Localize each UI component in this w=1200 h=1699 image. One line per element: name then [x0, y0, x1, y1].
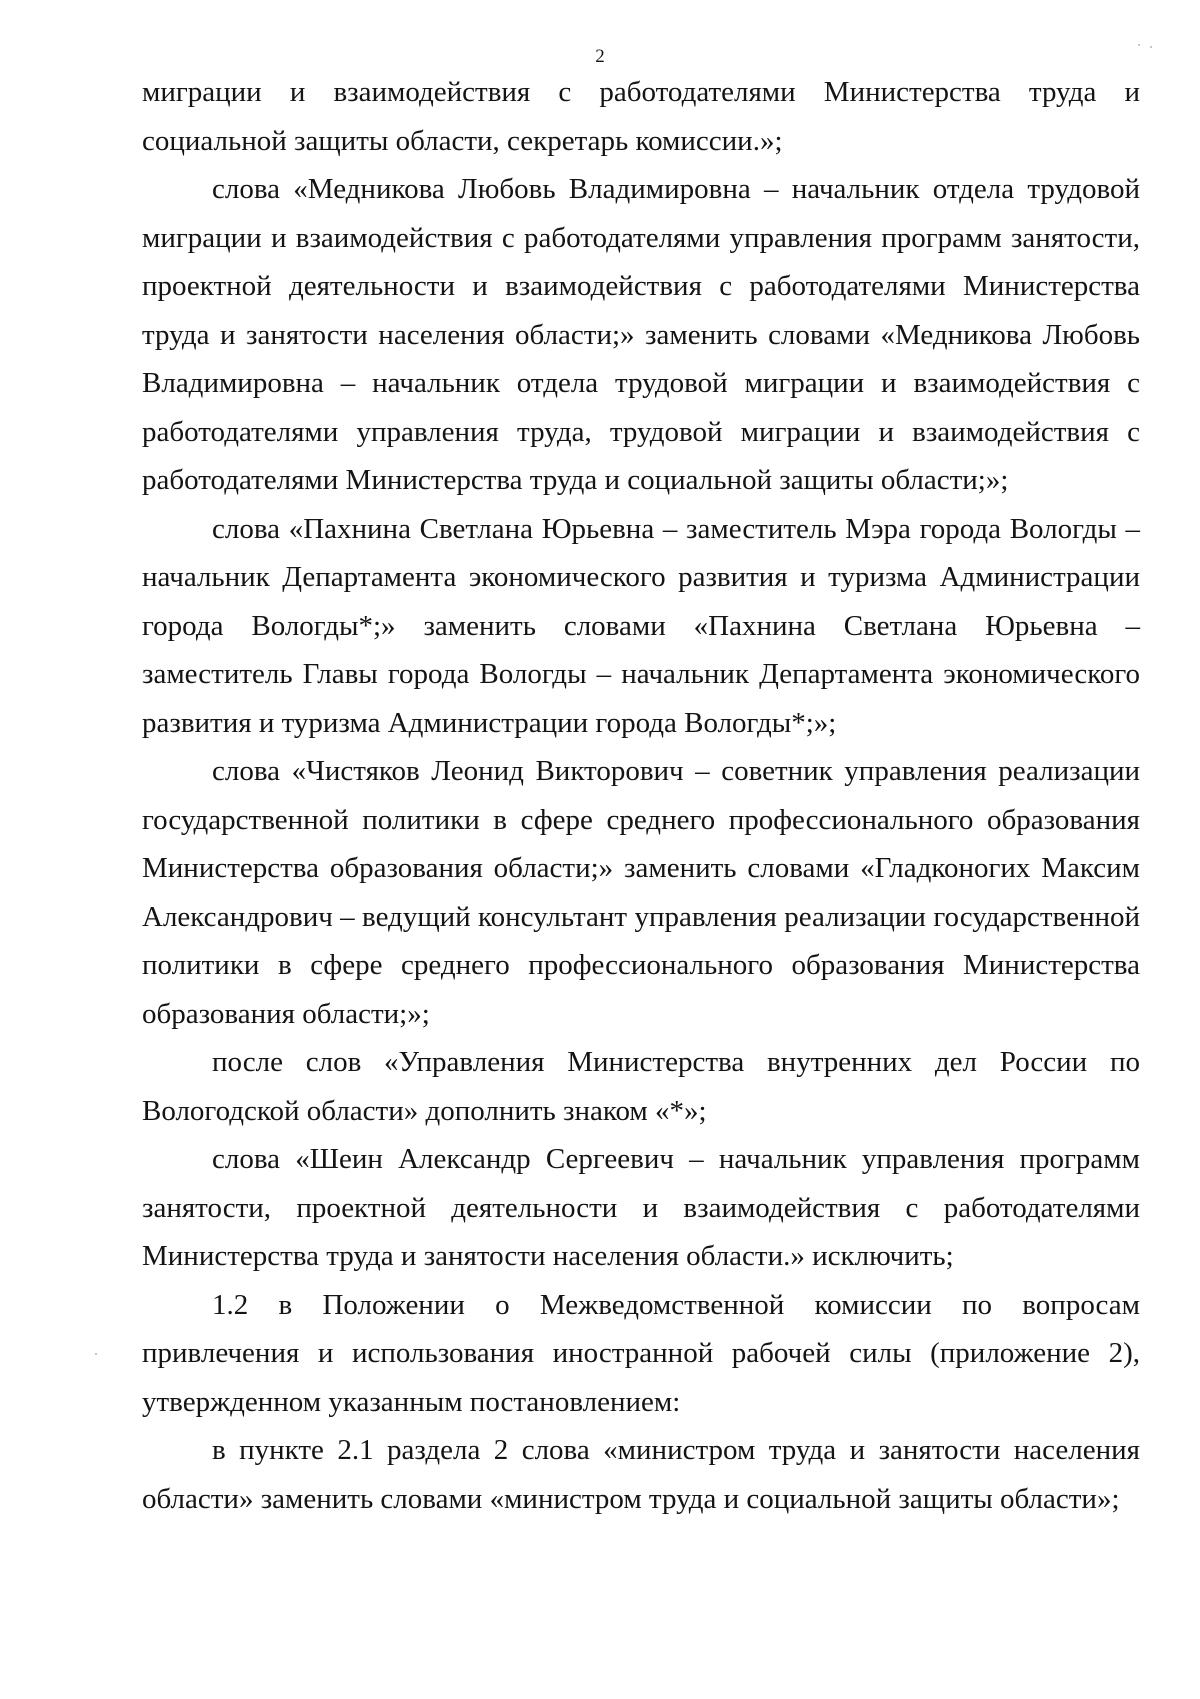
paragraph-clause-2-1: в пункте 2.1 раздела 2 слова «министром труда и занятости населения области» заменить словами «министром труда и социальной защиты области»; — [142, 1434, 1140, 1515]
paragraph-chistyakov-amendment: слова «Чистяков Леонид Викторович – советник управления реализации государственной политики в сфере среднего профессионального образования Министерства образования области;» заменить словами «Гладконогих Максим Александрович – ведущий консультант управления реализации государственной политики в сфере среднего профессионального образования Министерства образования области;»; — [142, 755, 1140, 1030]
page-number: 2 — [595, 46, 605, 67]
paragraph-mvd-amendment: после слов «Управления Министерства внутренних дел России по Вологодской области» дополнить знаком «*»; — [142, 1046, 1140, 1127]
paragraph-shein-exclusion: слова «Шеин Александр Сергеевич – начальник управления программ занятости, проектной деятельности и взаимодействия с работодателями Министерства труда и занятости населения области.» исключить; — [142, 1143, 1140, 1272]
paragraph-pakhnina-amendment: слова «Пахнина Светлана Юрьевна – заместитель Мэра города Вологды – начальник Департамента экономического развития и туризма Администрации города Вологды*;» заменить словами «Пахнина Светлана Юрьевна – заместитель Главы города Вологды – начальник Департамента экономического развития и туризма Администрации города Вологды*;»; — [142, 512, 1140, 739]
scan-speck — [1138, 44, 1140, 46]
scan-speck — [95, 1353, 97, 1355]
document-body — [142, 68, 1140, 1523]
paragraph-continuation: миграции и взаимодействия с работодателями Министерства труда и социальной защиты области, секретарь комиссии.»; — [142, 76, 1140, 157]
scan-speck — [1150, 46, 1152, 48]
paragraph-mednikova-amendment: слова «Медникова Любовь Владимировна – начальник отдела трудовой миграции и взаимодействия с работодателями управления программ занятости, проектной деятельности и взаимодействия с работодателями Министерства труда и занятости населения области;» заменить словами «Медникова Любовь Владимировна – начальник отдела трудовой миграции и взаимодействия с работодателями управления труда, трудовой миграции и взаимодействия с работодателями Министерства труда и социальной защиты области;»; — [142, 173, 1140, 496]
paragraph-section-1-2: 1.2 в Положении о Межведомственной комиссии по вопросам привлечения и использования иностранной рабочей силы (приложение 2), утвержденном указанным постановлением: — [142, 1288, 1140, 1418]
